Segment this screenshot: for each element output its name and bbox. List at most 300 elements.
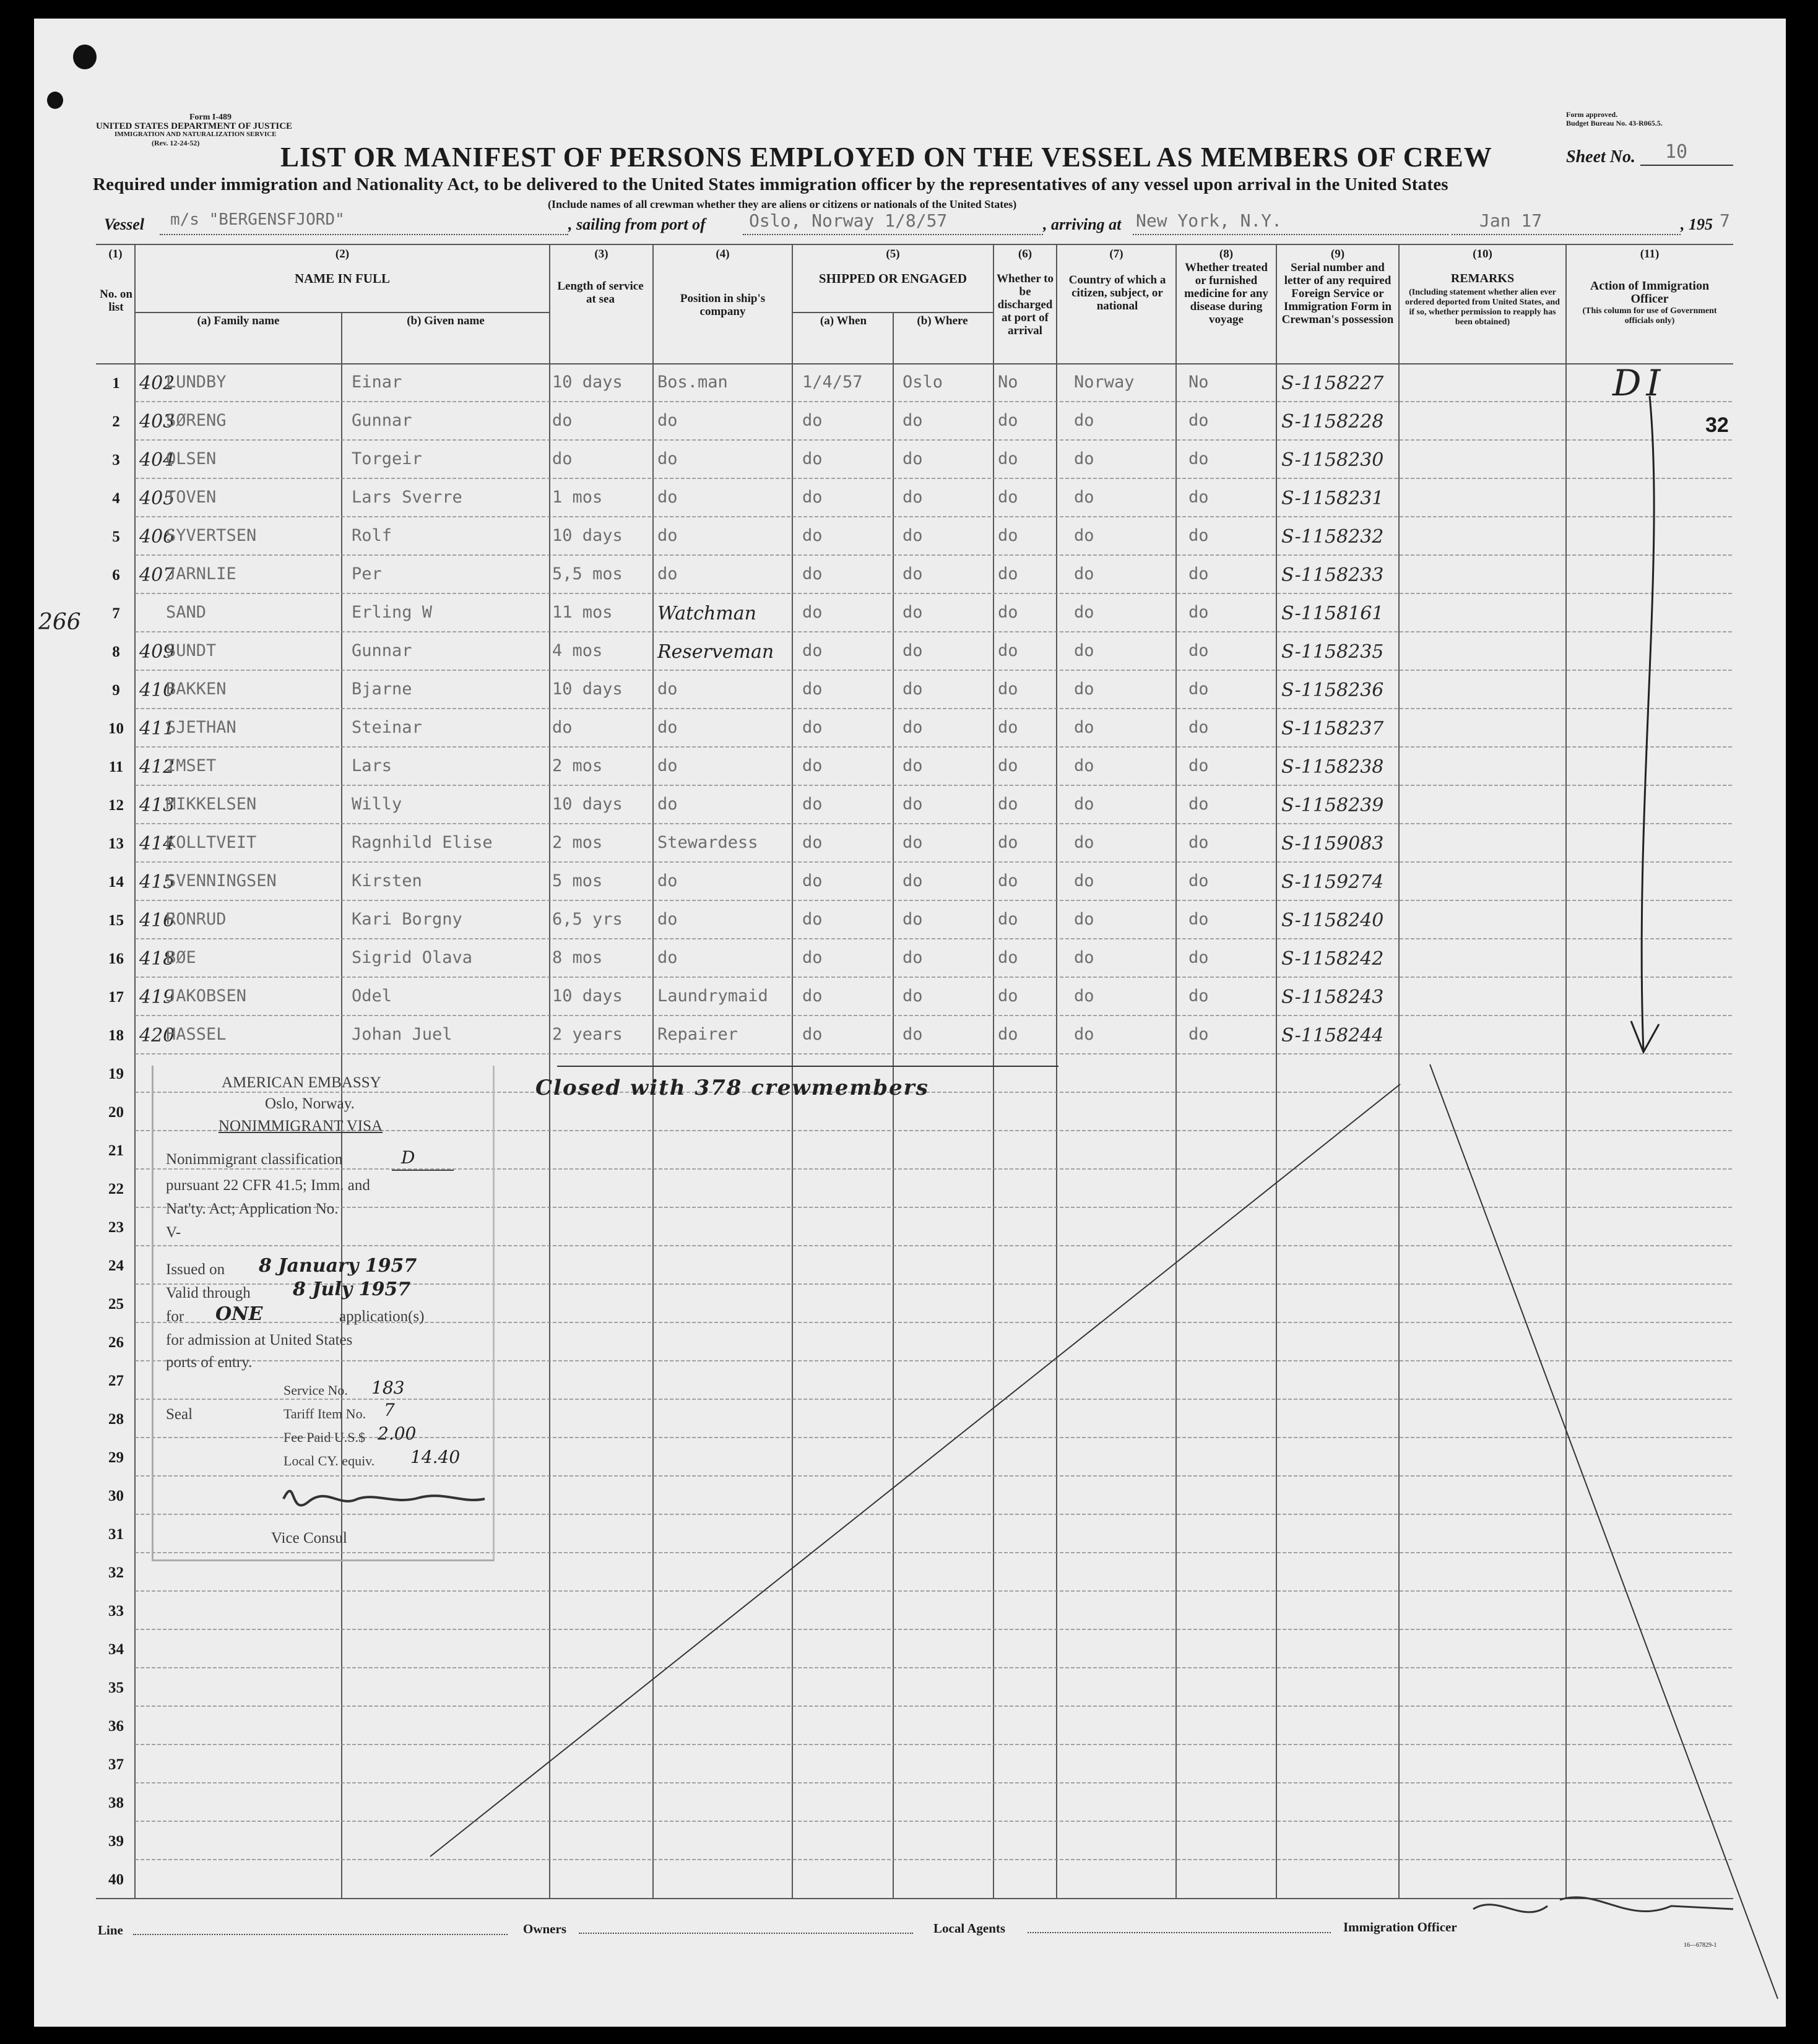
crew-family-name: SYVERTSEN bbox=[166, 526, 257, 545]
row-number: 39 bbox=[108, 1833, 124, 1850]
crew-shipped-where: do bbox=[903, 1025, 923, 1044]
form-approval: Form approved. bbox=[1566, 110, 1618, 119]
crew-given-name: Kirsten bbox=[352, 871, 422, 890]
row-number: 38 bbox=[108, 1795, 124, 1811]
crew-serial-number: S-1158161 bbox=[1281, 603, 1384, 624]
crew-country: do bbox=[1074, 871, 1094, 890]
crew-list-number: 404 bbox=[139, 449, 175, 471]
crew-discharged: do bbox=[998, 833, 1018, 852]
crew-service-length: 6,5 yrs bbox=[552, 910, 623, 929]
sheet-number: 10 bbox=[1665, 141, 1688, 163]
crew-country: do bbox=[1074, 795, 1094, 814]
crew-country: do bbox=[1074, 679, 1094, 699]
crew-service-length: 10 days bbox=[552, 526, 623, 545]
crew-given-name: Kari Borgny bbox=[352, 910, 462, 929]
crew-serial-number: S-1158232 bbox=[1281, 526, 1384, 548]
crew-position: Stewardess bbox=[657, 833, 758, 852]
crew-given-name: Sigrid Olava bbox=[352, 948, 473, 967]
crew-treated: do bbox=[1188, 756, 1209, 775]
crew-shipped-where: do bbox=[903, 871, 923, 890]
stamp-fee-label: Fee Paid U.S.$ bbox=[284, 1430, 365, 1445]
crew-shipped-where: do bbox=[903, 488, 923, 507]
crew-discharged: do bbox=[998, 871, 1018, 890]
col-shipped: SHIPPED OR ENGAGED bbox=[818, 271, 967, 286]
crew-given-name: Einar bbox=[352, 373, 402, 392]
col-country: Country of which a citizen, subject, or national bbox=[1068, 274, 1166, 313]
stamp-seal-label: Seal bbox=[166, 1406, 193, 1423]
crew-position: do bbox=[657, 564, 678, 584]
crew-service-length: 2 mos bbox=[552, 833, 603, 852]
crew-service-length: 5,5 mos bbox=[552, 564, 623, 584]
crew-given-name: Lars Sverre bbox=[352, 488, 462, 507]
col-action-note: (This column for use of Government officials only) bbox=[1582, 306, 1717, 326]
row-number: 19 bbox=[108, 1066, 124, 1082]
col-10-number: (10) bbox=[1473, 248, 1492, 261]
crew-country: do bbox=[1074, 564, 1094, 584]
crew-shipped-where: do bbox=[903, 411, 923, 430]
crew-country: do bbox=[1074, 718, 1094, 737]
crew-treated: do bbox=[1188, 679, 1209, 699]
stamp-valid: 8 July 1957 bbox=[293, 1279, 411, 1300]
crew-shipped-when: do bbox=[802, 488, 823, 507]
stamp-application: V- bbox=[166, 1224, 181, 1241]
crew-discharged: do bbox=[998, 449, 1018, 468]
row-number: 33 bbox=[108, 1603, 124, 1619]
crew-treated: No bbox=[1188, 373, 1209, 392]
crew-treated: do bbox=[1188, 1025, 1209, 1044]
action-arrow bbox=[1631, 396, 1659, 1052]
crew-shipped-when: do bbox=[802, 526, 823, 545]
crew-treated: do bbox=[1188, 488, 1209, 507]
row-number: 36 bbox=[108, 1718, 124, 1735]
crew-position: do bbox=[657, 411, 678, 430]
crew-serial-number: S-1159274 bbox=[1281, 871, 1384, 893]
crew-service-length: 8 mos bbox=[552, 948, 603, 967]
sheet-label: Sheet No. bbox=[1566, 147, 1635, 166]
crew-shipped-when: do bbox=[802, 641, 823, 660]
crew-family-name: BAKKEN bbox=[166, 679, 227, 699]
crew-country: do bbox=[1074, 641, 1094, 660]
crew-shipped-where: do bbox=[903, 756, 923, 775]
col-4-number: (4) bbox=[716, 248, 730, 261]
officer-signature-icon bbox=[1473, 1897, 1733, 1912]
crew-discharged: do bbox=[998, 411, 1018, 430]
crew-serial-number: S-1158242 bbox=[1281, 948, 1384, 970]
crew-given-name: Bjarne bbox=[352, 679, 412, 699]
form-subtitle: Required under immigration and Nationality Act, to be delivered to the United States immigration officer by the representatives of any vessel upon arrival in the United States bbox=[93, 175, 1448, 194]
stamp-tariff: 7 bbox=[384, 1400, 395, 1420]
crew-shipped-when: do bbox=[802, 603, 823, 622]
col-when: (a) When bbox=[820, 314, 867, 327]
form-number: Form I-489 bbox=[189, 113, 232, 122]
row-number: 34 bbox=[108, 1641, 124, 1658]
col-11-number: (11) bbox=[1640, 248, 1660, 261]
crew-family-name: KOLLTVEIT bbox=[166, 833, 257, 852]
row-number: 32 bbox=[108, 1564, 124, 1581]
crew-serial-number: S-1158238 bbox=[1281, 756, 1384, 778]
col-5-number: (5) bbox=[886, 248, 900, 261]
crew-given-name: Steinar bbox=[352, 718, 422, 737]
crew-position: do bbox=[657, 948, 678, 967]
crew-service-length: 10 days bbox=[552, 679, 623, 699]
row-number: 15 bbox=[108, 912, 124, 929]
col-action: Action of Immigration Officer bbox=[1590, 279, 1710, 306]
crew-list-number: 415 bbox=[139, 871, 175, 893]
crew-service-length: do bbox=[552, 718, 573, 737]
stamp-issued: 8 January 1957 bbox=[259, 1255, 417, 1277]
crew-country: do bbox=[1074, 411, 1094, 430]
crew-discharged: do bbox=[998, 1025, 1018, 1044]
crew-position: Watchman bbox=[657, 603, 756, 624]
crew-position: Laundrymaid bbox=[657, 986, 768, 1006]
crew-given-name: Erling W bbox=[352, 603, 433, 622]
crew-family-name: BØE bbox=[166, 948, 196, 967]
crew-list-number: 403 bbox=[139, 411, 175, 433]
crew-shipped-where: do bbox=[903, 679, 923, 699]
crew-service-length: 10 days bbox=[552, 373, 623, 392]
crew-treated: do bbox=[1188, 449, 1209, 468]
crew-shipped-where: Oslo bbox=[903, 373, 943, 392]
action-mark: DI bbox=[1612, 362, 1666, 404]
stamp-for-suffix: application(s) bbox=[339, 1308, 425, 1325]
crew-position: do bbox=[657, 756, 678, 775]
crew-shipped-when: do bbox=[802, 564, 823, 584]
row-number: 12 bbox=[108, 797, 124, 814]
crew-service-length: 5 mos bbox=[552, 871, 603, 890]
crew-country: do bbox=[1074, 910, 1094, 929]
row-number: 4 bbox=[112, 490, 120, 507]
crew-shipped-when: do bbox=[802, 411, 823, 430]
footer-line: Line bbox=[98, 1923, 123, 1938]
crew-family-name: SØRENG bbox=[166, 411, 227, 430]
col-position: Position in ship's company bbox=[680, 292, 766, 318]
crew-service-length: 10 days bbox=[552, 795, 623, 814]
row-number: 28 bbox=[108, 1411, 124, 1428]
crew-shipped-when: do bbox=[802, 679, 823, 699]
crew-position: do bbox=[657, 679, 678, 699]
crew-shipped-when: do bbox=[802, 910, 823, 929]
crew-position: Repairer bbox=[657, 1025, 738, 1044]
form-title: LIST OR MANIFEST OF PERSONS EMPLOYED ON THE VESSEL AS MEMBERS OF CREW bbox=[280, 142, 1492, 173]
crew-serial-number: S-1158240 bbox=[1281, 910, 1384, 931]
crew-list-number: 402 bbox=[139, 373, 175, 394]
stamp-admission: for admission at United States bbox=[166, 1332, 353, 1348]
col-length-service: Length of service at sea bbox=[557, 280, 644, 306]
crew-family-name: OLSEN bbox=[166, 449, 217, 468]
crew-discharged: do bbox=[998, 603, 1018, 622]
row-number: 27 bbox=[108, 1373, 124, 1389]
vessel-label: Vessel bbox=[104, 215, 144, 233]
stamp-local-label: Local CY. equiv. bbox=[284, 1453, 375, 1468]
crew-shipped-when: do bbox=[802, 756, 823, 775]
consul-signature-icon bbox=[271, 1474, 494, 1517]
crew-discharged: do bbox=[998, 679, 1018, 699]
col-discharged: Whether to be discharged at port of arrival bbox=[997, 272, 1054, 337]
crew-discharged: do bbox=[998, 718, 1018, 737]
crew-discharged: do bbox=[998, 526, 1018, 545]
crew-discharged: do bbox=[998, 641, 1018, 660]
crew-list-number: 406 bbox=[139, 526, 175, 548]
vessel-name: m/s "BERGENSFJORD" bbox=[170, 210, 345, 229]
crew-given-name: Gunnar bbox=[352, 641, 412, 660]
crew-serial-number: S-1158244 bbox=[1281, 1025, 1384, 1046]
year-label: , 195 bbox=[1681, 215, 1713, 233]
embassy-visa-stamp bbox=[152, 1066, 495, 1561]
crew-discharged: do bbox=[998, 948, 1018, 967]
row-number: 21 bbox=[108, 1142, 124, 1159]
crew-discharged: do bbox=[998, 910, 1018, 929]
crew-shipped-when: do bbox=[802, 948, 823, 967]
col-2-number: (2) bbox=[335, 248, 350, 261]
stamp-fee: 2.00 bbox=[378, 1423, 417, 1444]
stamp-valid-label: Valid through bbox=[166, 1285, 251, 1301]
closing-lines bbox=[430, 1064, 1778, 1999]
col-remarks-note: (Including statement whether alien ever ordered deported from United States, and if so, whether permission to reapply has been obtained) bbox=[1405, 288, 1560, 327]
row-number: 7 bbox=[112, 605, 120, 622]
row-number: 35 bbox=[108, 1680, 124, 1696]
crew-shipped-when: do bbox=[802, 871, 823, 890]
crew-position: do bbox=[657, 910, 678, 929]
crew-shipped-when: do bbox=[802, 833, 823, 852]
crew-shipped-when: do bbox=[802, 986, 823, 1006]
budget-number: Budget Bureau No. 43-R065.5. bbox=[1566, 119, 1663, 127]
crew-serial-number: S-1158227 bbox=[1281, 373, 1384, 394]
crew-discharged: No bbox=[998, 373, 1018, 392]
margin-number: 266 bbox=[38, 610, 81, 635]
stamp-embassy: AMERICAN EMBASSY bbox=[222, 1074, 381, 1091]
crew-shipped-where: do bbox=[903, 603, 923, 622]
footer-printer: 16—67829-1 bbox=[1684, 1942, 1717, 1949]
crew-shipped-where: do bbox=[903, 564, 923, 584]
row-number: 3 bbox=[112, 452, 120, 468]
crew-given-name: Torgeir bbox=[352, 449, 422, 468]
crew-list-number: 420 bbox=[139, 1025, 175, 1046]
crew-list-number: 413 bbox=[139, 795, 175, 816]
crew-position: Reserveman bbox=[657, 641, 774, 663]
crew-shipped-where: do bbox=[903, 833, 923, 852]
crew-list-number: 412 bbox=[139, 756, 175, 778]
crew-family-name: JAKOBSEN bbox=[166, 986, 247, 1006]
crew-discharged: do bbox=[998, 756, 1018, 775]
crew-serial-number: S-1158228 bbox=[1281, 411, 1384, 433]
stamp-city: Oslo, Norway. bbox=[265, 1095, 355, 1112]
crew-service-length: 1 mos bbox=[552, 488, 603, 507]
stamp-local: 14.40 bbox=[410, 1447, 461, 1467]
row-number: 25 bbox=[108, 1296, 124, 1313]
stamp-vice-consul: Vice Consul bbox=[271, 1530, 347, 1546]
row-number: 6 bbox=[112, 567, 120, 584]
crew-given-name: Johan Juel bbox=[352, 1025, 452, 1044]
crew-treated: do bbox=[1188, 948, 1209, 967]
crew-shipped-when: do bbox=[802, 449, 823, 468]
crew-serial-number: S-1159083 bbox=[1281, 833, 1384, 855]
stamp-service-label: Service No. bbox=[284, 1382, 348, 1398]
crew-given-name: Rolf bbox=[352, 526, 392, 545]
crew-service-length: 2 mos bbox=[552, 756, 603, 775]
row-number: 29 bbox=[108, 1449, 124, 1466]
row-number: 20 bbox=[108, 1104, 124, 1121]
crew-family-name: JARNLIE bbox=[166, 564, 236, 584]
crew-position: do bbox=[657, 795, 678, 814]
crew-shipped-when: do bbox=[802, 718, 823, 737]
row-number: 13 bbox=[108, 835, 124, 852]
crew-shipped-when: do bbox=[802, 795, 823, 814]
crew-service-length: 4 mos bbox=[552, 641, 603, 660]
crew-given-name: Ragnhild Elise bbox=[352, 833, 493, 852]
crew-shipped-when: 1/4/57 bbox=[802, 373, 863, 392]
arrival-date: Jan 17 bbox=[1479, 210, 1543, 231]
crew-list-number: 416 bbox=[139, 910, 175, 931]
crew-family-name: SUNDT bbox=[166, 641, 217, 660]
sailing-label: , sailing from port of bbox=[568, 215, 706, 233]
crew-treated: do bbox=[1188, 603, 1209, 622]
crew-family-name: SVENNINGSEN bbox=[166, 871, 277, 890]
crew-list-number: 405 bbox=[139, 488, 175, 509]
service-name: IMMIGRATION AND NATURALIZATION SERVICE bbox=[115, 131, 277, 138]
crew-treated: do bbox=[1188, 526, 1209, 545]
crew-list-number: 409 bbox=[139, 641, 175, 663]
crew-given-name: Lars bbox=[352, 756, 392, 775]
col-7-number: (7) bbox=[1109, 248, 1123, 261]
row-number: 9 bbox=[112, 682, 120, 699]
stamp-for-value: ONE bbox=[215, 1303, 263, 1325]
crew-given-name: Gunnar bbox=[352, 411, 412, 430]
col-no-on-list: No. on list bbox=[100, 288, 132, 314]
arriving-label: , arriving at bbox=[1043, 215, 1122, 233]
form-revision: (Rev. 12-24-52) bbox=[152, 139, 200, 147]
row-number: 26 bbox=[108, 1334, 124, 1351]
crew-shipped-where: do bbox=[903, 795, 923, 814]
stamp-issued-label: Issued on bbox=[166, 1261, 225, 1278]
crew-position: do bbox=[657, 488, 678, 507]
crew-treated: do bbox=[1188, 718, 1209, 737]
col-serial: Serial number and letter of any required Foreign Service or Immigration Form in Crewman's possession bbox=[1281, 261, 1394, 326]
row-number: 37 bbox=[108, 1756, 124, 1773]
row-number: 10 bbox=[108, 720, 124, 737]
crew-list-number: 418 bbox=[139, 948, 175, 970]
col-family-name: (a) Family name bbox=[197, 314, 280, 327]
crew-country: do bbox=[1074, 756, 1094, 775]
crew-treated: do bbox=[1188, 910, 1209, 929]
crew-position: do bbox=[657, 871, 678, 890]
crew-position: do bbox=[657, 526, 678, 545]
crew-serial-number: S-1158231 bbox=[1281, 488, 1384, 509]
crew-serial-number: S-1158237 bbox=[1281, 718, 1384, 740]
row-number: 1 bbox=[112, 375, 120, 392]
crew-service-length: 11 mos bbox=[552, 603, 613, 622]
crew-serial-number: S-1158239 bbox=[1281, 795, 1384, 816]
crew-discharged: do bbox=[998, 795, 1018, 814]
row-number: 16 bbox=[108, 951, 124, 967]
crew-shipped-where: do bbox=[903, 718, 923, 737]
crew-treated: do bbox=[1188, 833, 1209, 852]
col-3-number: (3) bbox=[594, 248, 608, 261]
row-number: 24 bbox=[108, 1257, 124, 1274]
crew-family-name: IMSET bbox=[166, 756, 217, 775]
col-given-name: (b) Given name bbox=[407, 314, 485, 327]
crew-serial-number: S-1158233 bbox=[1281, 564, 1384, 586]
col-8-number: (8) bbox=[1219, 248, 1234, 261]
crew-country: do bbox=[1074, 526, 1094, 545]
crew-service-length: 2 years bbox=[552, 1025, 623, 1044]
row-number: 17 bbox=[108, 989, 124, 1006]
crew-country: do bbox=[1074, 948, 1094, 967]
crew-list-number: 414 bbox=[139, 833, 175, 855]
crew-discharged: do bbox=[998, 564, 1018, 584]
crew-family-name: TOVEN bbox=[166, 488, 217, 507]
crew-family-name: RONRUD bbox=[166, 910, 227, 929]
row-number: 5 bbox=[112, 528, 120, 545]
col-where: (b) Where bbox=[917, 314, 968, 327]
stamp-tariff-label: Tariff Item No. bbox=[284, 1406, 366, 1421]
crew-shipped-where: do bbox=[903, 986, 923, 1006]
crew-treated: do bbox=[1188, 564, 1209, 584]
crew-position: Bos.man bbox=[657, 373, 728, 392]
action-count: 32 bbox=[1705, 413, 1729, 437]
crew-list-number: 419 bbox=[139, 986, 175, 1008]
crew-shipped-where: do bbox=[903, 526, 923, 545]
crew-serial-number: S-1158243 bbox=[1281, 986, 1384, 1008]
row-number: 30 bbox=[108, 1488, 124, 1504]
stamp-for-label: for bbox=[166, 1308, 184, 1325]
crew-country: Norway bbox=[1074, 373, 1135, 392]
stamp-pursuant: pursuant 22 CFR 41.5; Imm. and bbox=[166, 1177, 370, 1194]
crew-family-name: SAND bbox=[166, 603, 207, 622]
crew-shipped-where: do bbox=[903, 910, 923, 929]
crew-treated: do bbox=[1188, 641, 1209, 660]
row-number: 31 bbox=[108, 1526, 124, 1543]
crew-service-length: do bbox=[552, 411, 573, 430]
crew-service-length: 10 days bbox=[552, 986, 623, 1006]
crew-shipped-where: do bbox=[903, 641, 923, 660]
crew-family-name: MIKKELSEN bbox=[166, 795, 257, 814]
stamp-service: 183 bbox=[371, 1378, 405, 1398]
crew-serial-number: S-1158230 bbox=[1281, 449, 1384, 471]
crew-country: do bbox=[1074, 1025, 1094, 1044]
crew-service-length: do bbox=[552, 449, 573, 468]
crew-discharged: do bbox=[998, 986, 1018, 1006]
stamp-classification: D bbox=[401, 1147, 415, 1168]
crew-list-number: 410 bbox=[139, 679, 175, 701]
col-name-full: NAME IN FULL bbox=[294, 271, 390, 286]
col-9-number: (9) bbox=[1330, 248, 1345, 261]
arrival-port: New York, N.Y. bbox=[1136, 210, 1283, 231]
departure-port: Oslo, Norway 1/8/57 bbox=[749, 210, 948, 231]
crew-shipped-where: do bbox=[903, 948, 923, 967]
crew-treated: do bbox=[1188, 411, 1209, 430]
crew-position: do bbox=[657, 718, 678, 737]
crew-serial-number: S-1158235 bbox=[1281, 641, 1384, 663]
row-number: 8 bbox=[112, 644, 120, 660]
crew-family-name: LUNDBY bbox=[166, 373, 227, 392]
crew-given-name: Odel bbox=[352, 986, 392, 1006]
form-note: (Include names of all crewman whether they are aliens or citizens or nationals of the United States) bbox=[548, 198, 1017, 210]
col-6-number: (6) bbox=[1018, 248, 1032, 261]
col-treated: Whether treated or furnished medicine for any disease during voyage bbox=[1184, 261, 1268, 326]
crew-treated: do bbox=[1188, 795, 1209, 814]
crew-position: do bbox=[657, 449, 678, 468]
crew-country: do bbox=[1074, 833, 1094, 852]
row-number: 2 bbox=[112, 413, 120, 430]
stamp-nationality: Nat'ty. Act; Application No. bbox=[166, 1201, 339, 1217]
closed-note: Closed with 378 crewmembers bbox=[535, 1076, 929, 1100]
crew-given-name: Willy bbox=[352, 795, 402, 814]
crew-treated: do bbox=[1188, 871, 1209, 890]
crew-list-number: 407 bbox=[139, 564, 175, 586]
crew-country: do bbox=[1074, 449, 1094, 468]
col-1-number: (1) bbox=[108, 248, 123, 261]
crew-given-name: Per bbox=[352, 564, 382, 584]
